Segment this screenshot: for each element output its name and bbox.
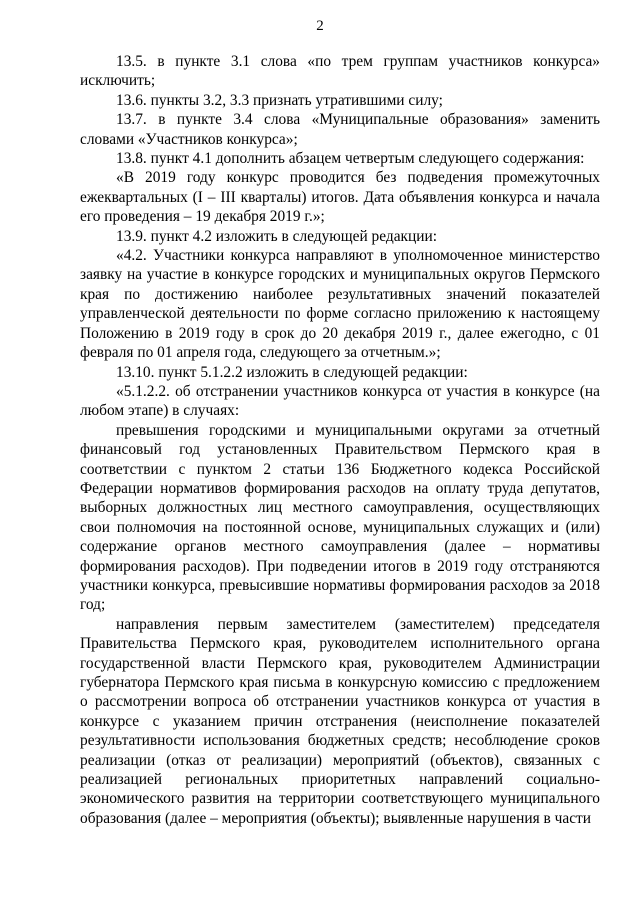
- quoted-paragraph-4-2: «4.2. Участники конкурса направляют в уполномоченное министерство заявку на участие в конкурсе городских и муниципальных округов Пермского края по достижению наиболее результативных значений показателей управленческой деятельности по форме согласно приложению к настоящему Положению в 2019 году в срок до 20 декабря 2019 г., далее ежегодно, с 01 февраля по 01 апреля года, следующего за отчетным.»;: [80, 247, 600, 362]
- quoted-paragraph-4-1: «В 2019 году конкурс проводится без подведения промежуточных ежеквартальных (I – III кварталы) итогов. Дата объявления конкурса и начала его проведения – 19 декабря 2019 г.»;: [80, 169, 600, 226]
- quoted-paragraph-5-1-2-2: «5.1.2.2. об отстранении участников конкурса от участия в конкурсе (на любом этапе) в случаях:: [80, 382, 600, 420]
- paragraph-13-6: 13.6. пункты 3.2, 3.3 признать утратившими силу;: [116, 91, 443, 109]
- paragraph-13-8: 13.8. пункт 4.1 дополнить абзацем четвертым следующего содержания:: [116, 150, 585, 168]
- page-number: 2: [316, 18, 324, 34]
- paragraph-direction-letter: направления первым заместителем (заместителем) председателя Правительства Пермского края, руководителем исполнительного органа государственной власти Пермского края, руководителем Администрации губернатора Пермского края письма в конкурсную комиссию с предложением о рассмотрении вопроса об отстранении участников конкурса от участия в конкурсе с указанием причин отстранения (неисполнение показателей результативности использования бюджетных средств; несоблюдение сроков реализации (отказ от реализации) мероприятий (объектов), связанных с реализацией региональных приоритетных направлений социально-экономического развития на территории соответствующего муниципального образования (далее – мероприятия (объекты); выявленные нарушения в части: [80, 615, 600, 827]
- paragraph-exceeding-norms: превышения городскими и муниципальными округами за отчетный финансовый год установленных Правительством Пермского края в соответствии с пунктом 2 статьи 136 Бюджетного кодекса Российской Федерации нормативов формирования расходов на оплату труда депутатов, выборных должностных лиц местного самоуправления, осуществляющих свои полномочия на постоянной основе, муниципальных служащих и (или) содержание органов местного самоуправления (далее – нормативы формирования расходов). При подведении итогов в 2019 году отстраняются участники конкурса, превысившие нормативы формирования расходов за 2018 год;: [80, 421, 600, 614]
- paragraph-13-5: 13.5. в пункте 3.1 слова «по трем группам участников конкурса» исключить;: [80, 53, 600, 90]
- document-body: [80, 52, 600, 828]
- paragraph-13-10: 13.10. пункт 5.1.2.2 изложить в следующей редакции:: [116, 363, 468, 381]
- paragraph-13-9: 13.9. пункт 4.2 изложить в следующей редакции:: [116, 227, 437, 245]
- paragraph-13-7: 13.7. в пункте 3.4 слова «Муниципальные образования» заменить словами «Участников конкурса»;: [80, 111, 600, 148]
